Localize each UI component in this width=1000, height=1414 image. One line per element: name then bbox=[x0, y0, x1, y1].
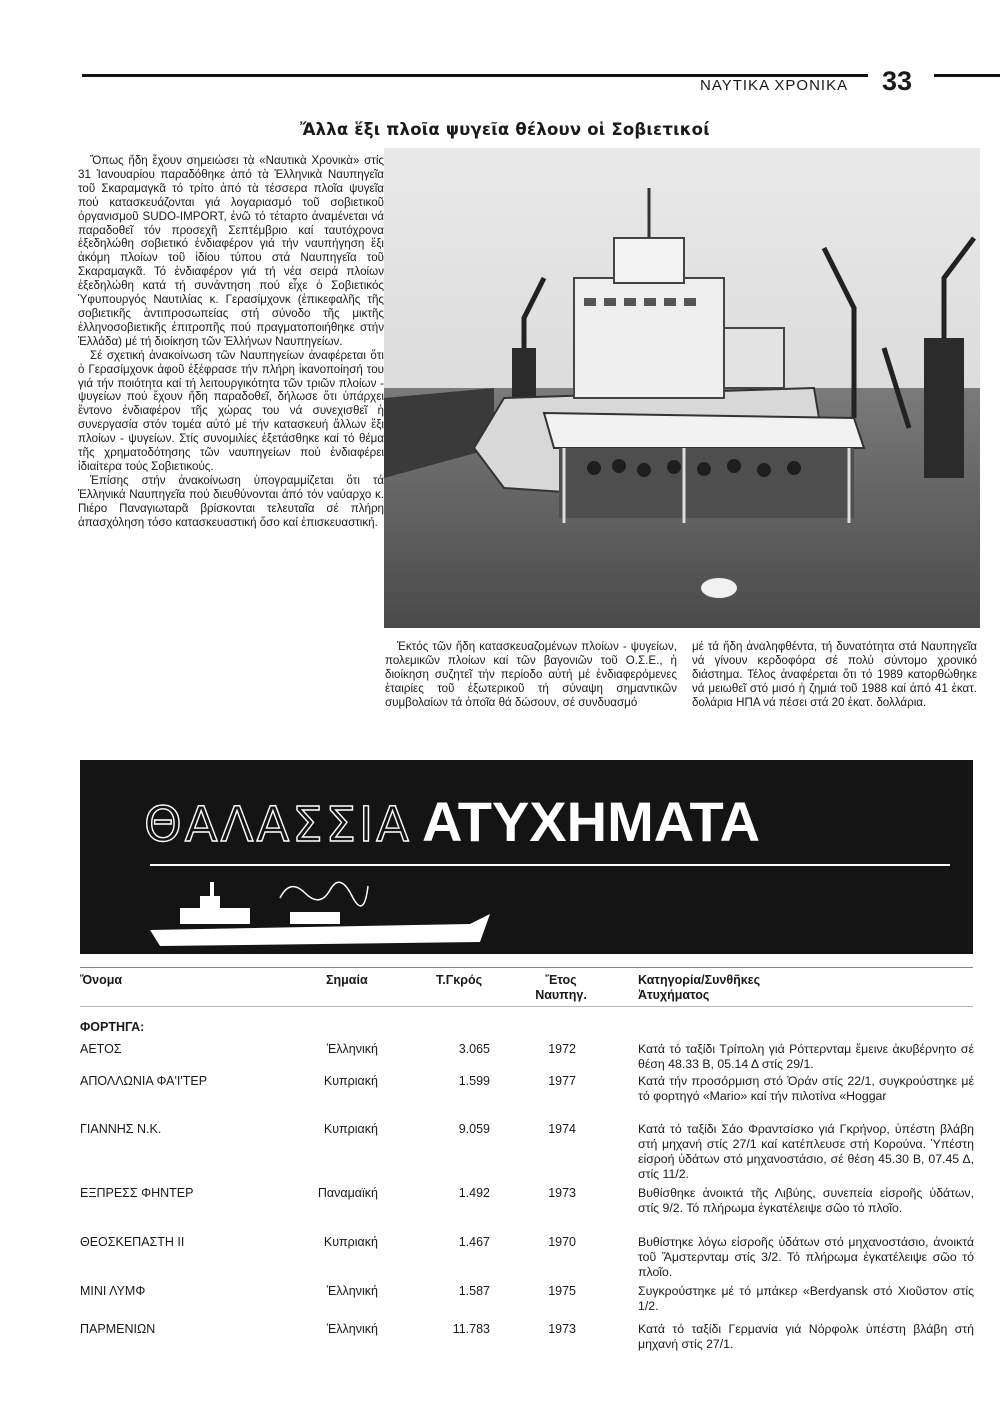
accident-description: Βυθίσθηκε ἀνοικτά τῆς Λιβύης, συνεπεία εἰσροῆς ὑδάτων, στίς 9/2. Τό πλήρωμα ἐγκατέλειψε σῶο τό πλοῖο. bbox=[638, 1186, 974, 1215]
ship-name: ΘΕΟΣΚΕΠΑΣΤΗ ΙΙ bbox=[80, 1235, 185, 1249]
article-paragraph: Ἐπίσης στήν ἀνακοίνωση ὑπογραμμίζεται ὅτι τά Ἑλληνικά Ναυπηγεῖα πού διευθύνονται ἀπό τόν ναύαρχο κ. Πιέρο Παναγιωταρᾶ βρίσκονται τελευταῖα σέ πλήρη ἀπασχόληση τόσο κατασκευαστική ὅσο καί ἐπισκευαστική. bbox=[78, 473, 384, 529]
ship-grt: 1.599 bbox=[458, 1074, 490, 1088]
article-paragraph: Ἐκτός τῶν ἤδη κατασκευαζομένων πλοίων - ψυγείων, πολεμικῶν πλοίων καί τῶν βαγονιῶν τοῦ Ο.Σ.Ε., ἡ διοίκηση συζητεῖ τήν περίοδο αὐτή μέ ἐνδιαφερόμενες ἑταιρίες τοῦ ἐξωτερικοῦ τή σύναψη σημαντικῶν συμβολαίων τά ὁποῖα θά δώσουν, σέ συνδυασμό bbox=[385, 640, 677, 709]
ship-flag: Κυπριακή bbox=[323, 1122, 378, 1136]
col-header-flag: Σημαία bbox=[326, 973, 368, 987]
banner-title bbox=[144, 790, 761, 853]
col-header-grt: Τ.Γκρός bbox=[436, 973, 483, 987]
ship-flag: Ἑλληνική bbox=[326, 1322, 378, 1336]
ship-grt: 3.065 bbox=[458, 1042, 490, 1056]
section-label-cargo: ΦΟΡΤΗΓΑ: bbox=[80, 1020, 145, 1034]
article-paragraph: μέ τά ἤδη ἀναληφθέντα, τή δυνατότητα στά Ναυπηγεῖα νά γίνουν κερδοφόρα σέ πολύ σύντομο χρονικό διάστημα. Τέλος ἀναφέρεται ὅτι τό 1989 κατορθώθηκε νά μειωθεῖ στό μισό ἡ ζημιά τοῦ 1988 καί ἀπό 41 ἑκατ. δολάρια ΗΠΑ νά πέσει στά 20 ἑκατ. δολλάρια. bbox=[692, 640, 977, 709]
page-number: 33 bbox=[882, 66, 913, 96]
ship-year: 1977 bbox=[548, 1074, 576, 1088]
banner-title-bold: ΑΤΥΧΗΜΑΤΑ bbox=[421, 790, 761, 853]
ship-grt: 1.492 bbox=[458, 1186, 490, 1200]
col-header-year-line1: Ἔτος bbox=[545, 973, 577, 987]
col-header-year bbox=[526, 973, 596, 1003]
accident-description: Συγκρούστηκε μέ τό μπάκερ «Berdyansk στό Χιοῦστον στίς 1/2. bbox=[638, 1284, 974, 1313]
article-paragraph: Σέ σχετική ἀνακοίνωση τῶν Ναυπηγείων ἀναφέρεται ὅτι ὁ Γερασίμχονκ ἀφοῦ ἐξέφρασε τήν πλήρη ἱκανοποίησή του γιά τήν ποιότητα καί τή λειτουργικότητα τῶν τριῶν πλοίων - ψυγείων πού ἔχουν ἤδη παραδοθεῖ, δήλωσε ὅτι ὑπάρχει ἔντονο ἐνδιαφέρον τῆς χώρας του νά συνεχισθεῖ ἡ συνεργασία στόν τομέα αὐτό μέ τήν κατασκευή ἄλλων ἕξι πλοίων - ψυγείων. Στίς συνομιλίες ἐξετάσθηκε καί τό θέμα τῆς χρηματοδότησης τῶν ναυπηγείων πού ἐνδιαφέρει ἰδιαίτερα τούς Σοβιετικούς. bbox=[78, 348, 384, 473]
banner-rule bbox=[150, 864, 950, 866]
banner-title-light: ΘΑΛΑΣΣΙΑ bbox=[144, 797, 412, 853]
ship-year: 1972 bbox=[548, 1042, 576, 1056]
accident-description: Κατά τό ταξίδι Σάο Φραντσίσκο γιά Γκρήνορ, ὑπέστη βλάβη στή μηχανή στίς 27/1 καί κατέπλευσε στή Κορούνα. Ὑπέστη εἰσροή ὑδάτων στό μηχανοστάσιο, σέ θέση 45.30 Β, 07.45 Δ, στίς 11/2. bbox=[638, 1122, 974, 1181]
ship-photo-image bbox=[384, 148, 980, 628]
ship-flag: Παναμαϊκή bbox=[317, 1186, 378, 1200]
ship-silhouette-icon bbox=[140, 868, 500, 950]
ship-year: 1975 bbox=[548, 1284, 576, 1298]
article-paragraph: Ὅπως ἤδη ἔχουν σημειώσει τὰ «Ναυτικὰ Χρονικὰ» στίς 31 Ἰανουαρίου παραδόθηκε ἀπό τὰ Ἑλληνικὰ Ναυπηγεῖα τοῦ Σκαραμαγκᾶ τό τρίτο ἀπό τὰ τέσσερα πλοῖα ψυγεῖα πού κατασκευάζονται γιά λογαριασμό τοῦ σοβιετικοῦ ὀργανισμοῦ SUDO-IMPORT, ἐνῶ τό τέταρτο ἀναμένεται νά παραδοθεῖ τόν προσεχῆ Σεπτέμβριο καί ταυτόχρονα ἐξεδηλώθη σοβιετικό ἐνδιαφέρον γιά τήν ναυπήγηση ἕξι ἀκόμη πλοίων τοῦ ἰδίου τύπου στά Ναυπηγεῖα τοῦ Σκαραμαγκᾶ. Τό ἐνδιαφέρον γιά τή νέα σειρά πλοίων ἐξεδηλώθη κατά τή συνάντηση πού εἶχε ὁ Σοβιετικός Ὑφυπουργός Ναυτιλίας κ. Γερασίμχονκ (ἐπικεφαλῆς τῆς σοβιετικῆς ἀντιπροσωπείας στή σύνοδο τῆς μικτῆς ἑλληνοσοβιετικῆς ἐπιτροπῆς πού πραγματοποιήθηκε στήν Ἑλλάδα) μέ τή διοίκηση τῶν Ἑλλήνων Ναυπηγείων. bbox=[78, 154, 384, 348]
ship-name: ΜΙΝΙ ΛΥΜΦ bbox=[80, 1284, 146, 1298]
ship-name: ΓΙΑΝΝΗΣ Ν.Κ. bbox=[80, 1122, 162, 1136]
table-top-rule bbox=[80, 967, 973, 968]
section-banner bbox=[80, 760, 973, 954]
accident-description: Κατά τό ταξίδι Τρίπολη γιά Ρόττερνταμ ἔμεινε ἀκυβέρνητο σέ θέση 48.33 Β, 05.14 Δ στίς 29/1. bbox=[638, 1042, 974, 1071]
ship-grt: 1.587 bbox=[458, 1284, 490, 1298]
article-column-3 bbox=[692, 640, 977, 710]
accident-description: Κατά τήν προσόρμιση στό Ὀράν στίς 22/1, συγκρούστηκε μέ τό φορτηγό «Mario» καί τήν πιλοτίνα «Hoggar bbox=[638, 1074, 974, 1103]
magazine-title: ΝΑΥΤΙΚΑ ΧΡΟΝΙΚΑ bbox=[700, 77, 849, 94]
ship-name: ΑΕΤΟΣ bbox=[80, 1042, 122, 1056]
ship-year: 1974 bbox=[548, 1122, 576, 1136]
header-rule-right bbox=[934, 74, 1000, 77]
article-column-2 bbox=[385, 640, 677, 710]
article-column-1 bbox=[78, 154, 384, 529]
article-title: Ἄλλα ἕξι πλοῖα ψυγεῖα θέλουν οἱ Σοβιετικοί bbox=[300, 120, 710, 139]
ship-flag: Κυπριακή bbox=[323, 1074, 378, 1088]
col-header-name: Ὄνομα bbox=[80, 973, 123, 987]
accident-description: Κατά τό ταξίδι Γερμανία γιά Νόρφολκ ὑπέστη βλάβη στή μηχανή στίς 27/1. bbox=[638, 1322, 974, 1351]
ship-name: ΑΠΟΛΛΩΝΙΑ ΦΑ'Ι'ΤΕΡ bbox=[80, 1074, 208, 1088]
ship-year: 1973 bbox=[548, 1186, 576, 1200]
col-header-desc-line2: Ἀτυχήματος bbox=[638, 988, 710, 1002]
ship-year: 1970 bbox=[548, 1235, 576, 1249]
col-header-desc bbox=[638, 973, 760, 1003]
col-header-year-line2: Ναυπηγ. bbox=[535, 988, 587, 1002]
ship-flag: Κυπριακή bbox=[323, 1235, 378, 1249]
table-header-rule bbox=[80, 1006, 973, 1007]
ship-flag: Ἑλληνική bbox=[326, 1042, 378, 1056]
ship-year: 1973 bbox=[548, 1322, 576, 1336]
accident-description: Βυθίστηκε λόγω εἰσροῆς ὑδάτων στό μηχανοστάσιο, ἀνοικτά τοῦ Ἄμστερνταμ στίς 3/2. Τό πλήρωμα ἐγκατέλειψε σῶο τό πλοῖο. bbox=[638, 1235, 974, 1279]
ship-flag: Ἑλληνική bbox=[326, 1284, 378, 1298]
ship-grt: 9.059 bbox=[458, 1122, 490, 1136]
ship-name: ΕΞΠΡΕΣΣ ΦΗΝΤΕΡ bbox=[80, 1186, 194, 1200]
col-header-desc-line1: Κατηγορία/Συνθῆκες bbox=[638, 973, 761, 987]
ship-name: ΠΑΡΜΕΝΙΩΝ bbox=[80, 1322, 156, 1336]
ship-grt: 11.783 bbox=[452, 1322, 490, 1336]
ship-grt: 1.467 bbox=[458, 1235, 490, 1249]
ship-photo bbox=[384, 148, 980, 628]
